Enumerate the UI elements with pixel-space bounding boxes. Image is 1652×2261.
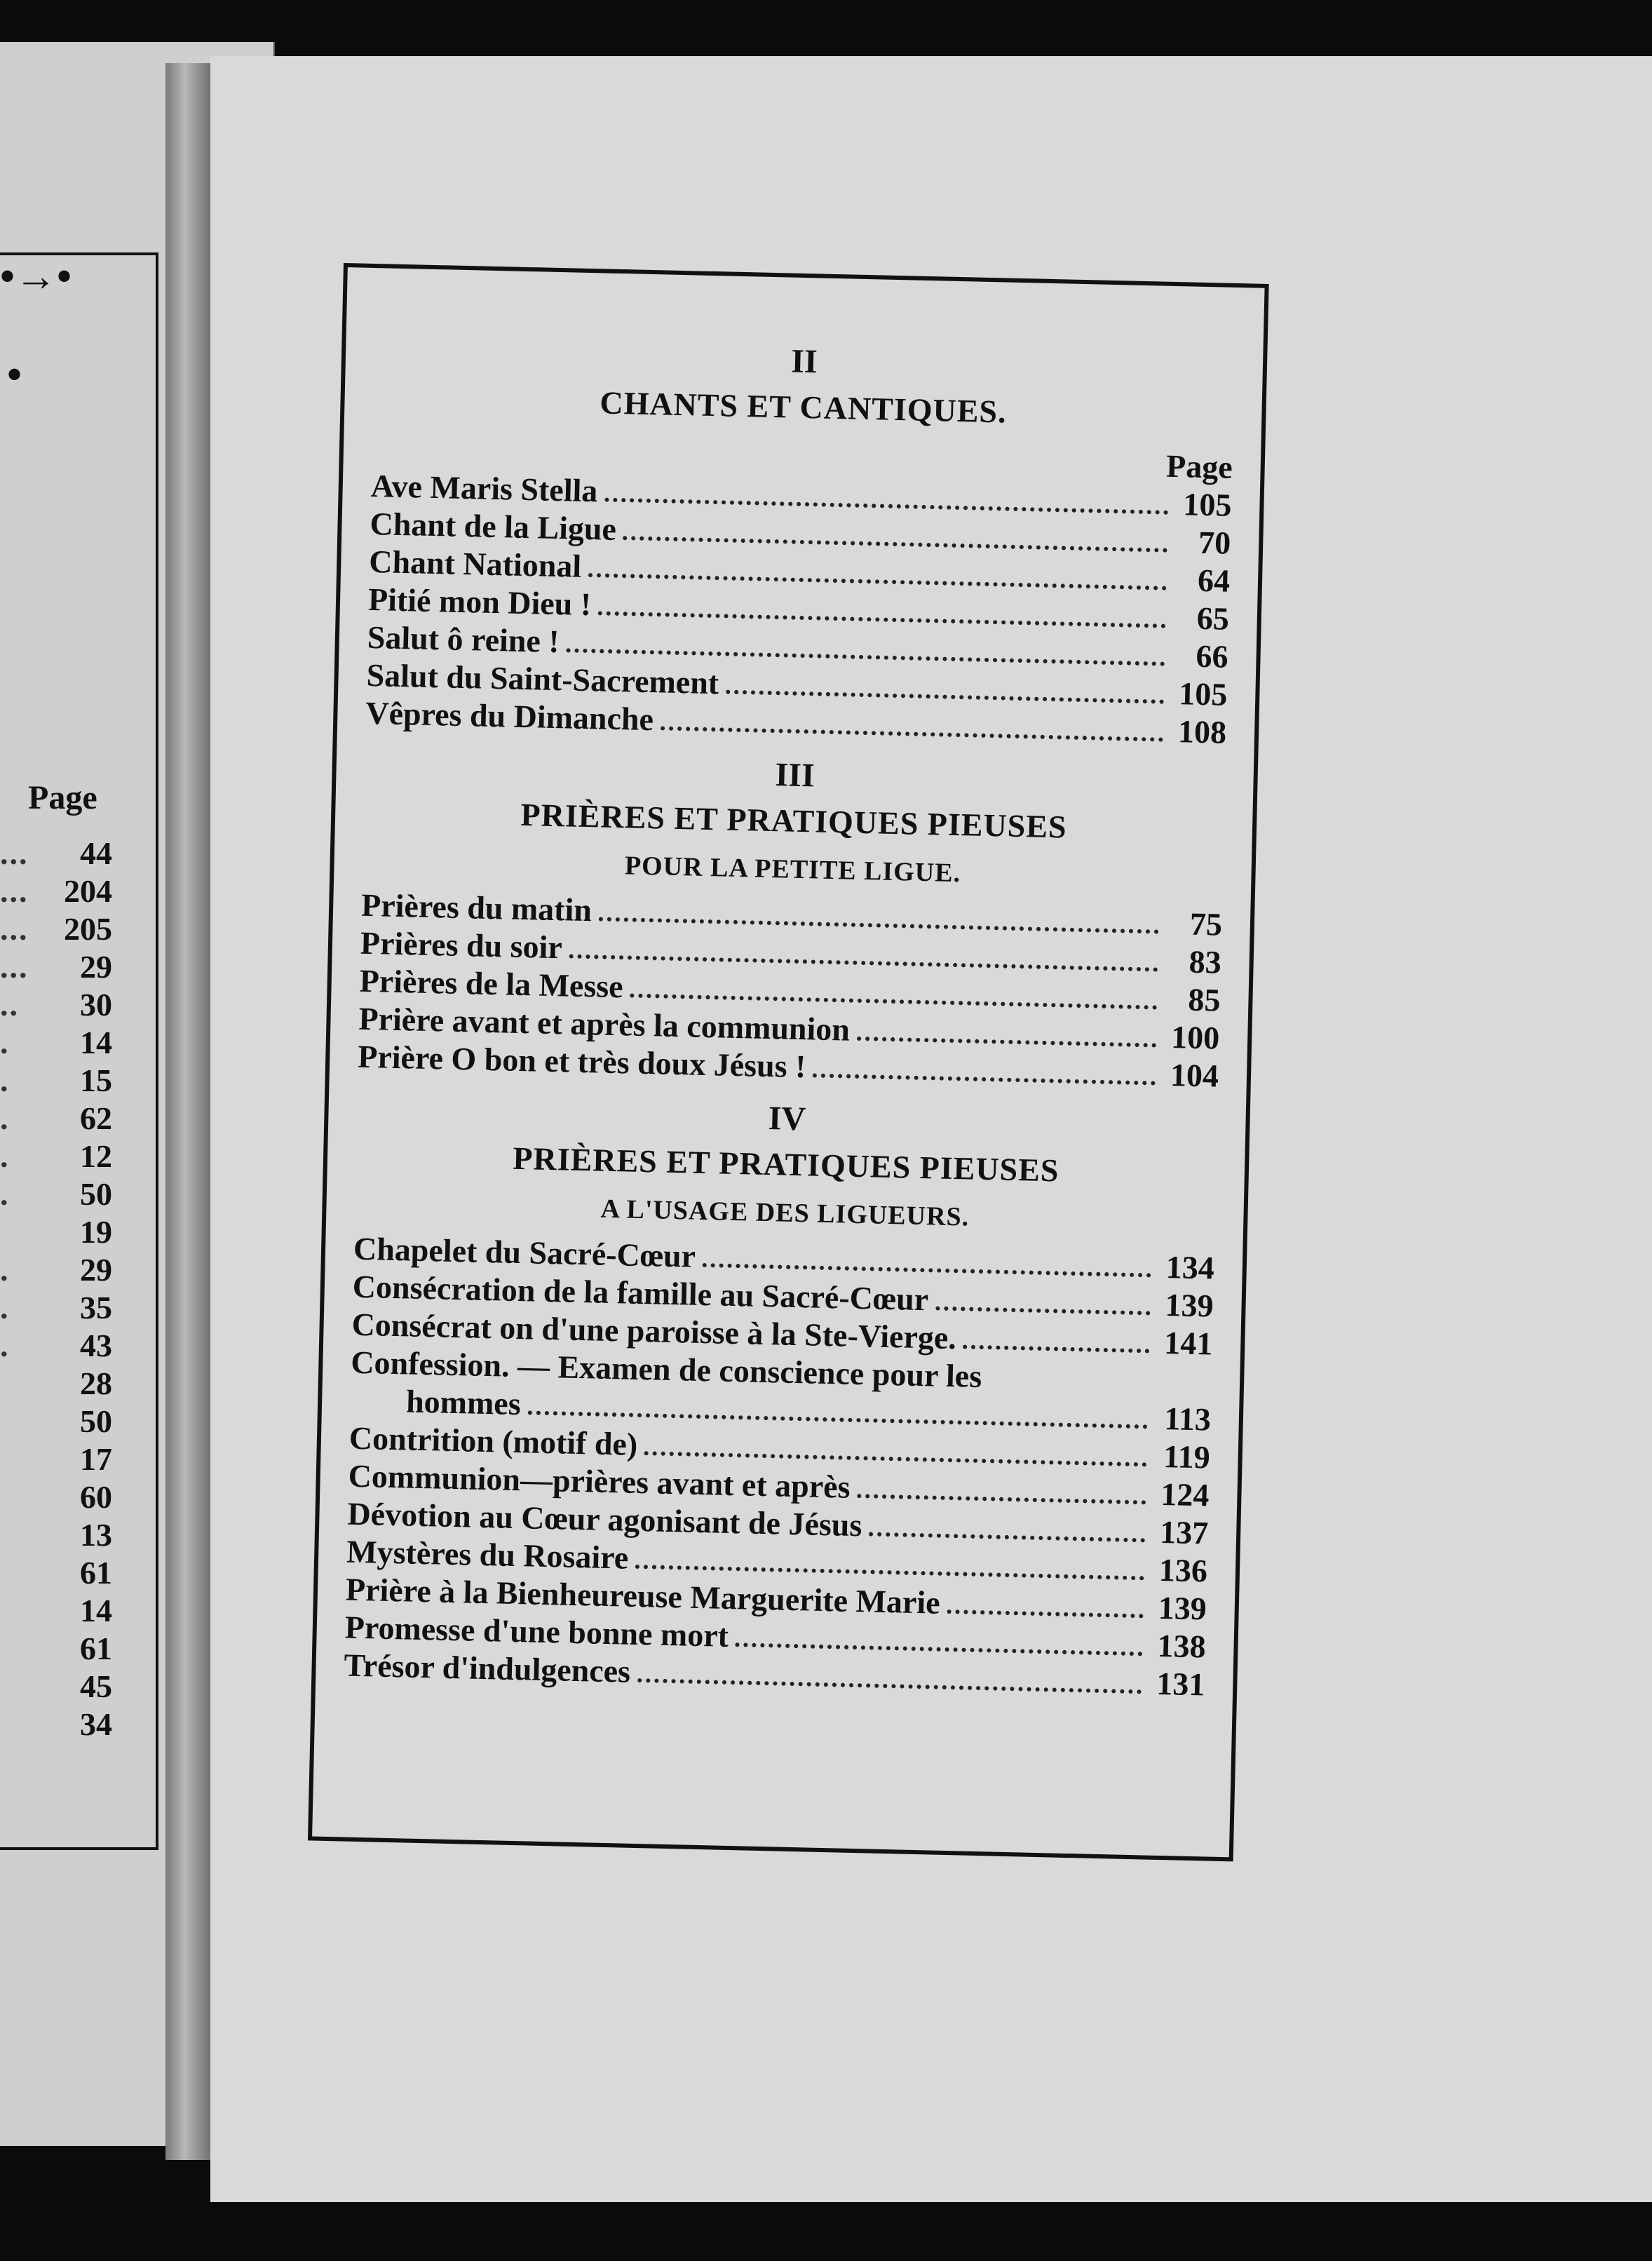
toc-entry: Consécrat on d'une paroisse à la Ste-Vierge. 141 [351,1306,1213,1362]
page-column-label: Page [1165,447,1233,485]
left-page-entry: . 14 [0,1025,112,1060]
toc-entry: Chant National 64 [368,543,1231,599]
left-page-entry: ... 205 [0,911,112,947]
toc-entry: Chapelet du Sacré-Cœur 134 [353,1230,1215,1286]
left-page-entry: . 29 [0,1252,112,1288]
toc-entry: Prières du soir 83 [360,924,1222,980]
section-number: II [790,342,818,381]
left-page-entry: ... 44 [0,835,112,871]
table-of-contents-frame [308,263,1269,1861]
section-heading: PRIÈRES ET PRATIQUES PIEUSES [512,1140,1060,1189]
left-page-entry: 19 [80,1214,112,1250]
toc-entry: Mystères du Rosaire 136 [346,1533,1208,1589]
toc-list [365,467,1232,752]
toc-entry: Prière avant et après la communion 100 [358,1000,1220,1056]
toc-list [358,886,1223,1095]
toc-entry: Prières du matin 75 [360,886,1223,943]
toc-entry: Communion—prières avant et après 124 [348,1457,1210,1513]
left-page-entry: 17 [80,1441,112,1477]
left-page-entry: . 15 [0,1062,112,1098]
toc-entry: Salut ô reine ! 66 [367,619,1229,675]
left-page-entry: . 62 [0,1100,112,1136]
left-page-entry: 28 [80,1365,112,1401]
toc-entry: Salut du Saint-Sacrement 105 [366,656,1228,713]
section-heading: CHANTS ET CANTIQUES. [599,384,1008,430]
left-page-entry: .. 30 [0,987,112,1022]
left-page-entry: 61 [80,1555,112,1591]
toc-entry: Vêpres du Dimanche 108 [365,694,1227,750]
left-page-entry: . 50 [0,1176,112,1212]
left-page-entry: 61 [80,1631,112,1666]
section-number: III [774,756,815,795]
left-page-entry: 45 [80,1668,112,1704]
book-binding [165,63,213,2160]
left-page-entry: . 12 [0,1138,112,1174]
left-page-ornament: •→• [0,253,72,299]
toc-list [344,1230,1214,1704]
left-page-entry: ... 29 [0,949,112,985]
toc-entry: Trésor d'indulgences 131 [344,1647,1205,1703]
left-page-number-list [0,835,112,1743]
left-page-column-label: Page [28,779,97,816]
toc-entry: Prière à la Bienheureuse Marguerite Marie 139 [345,1571,1207,1627]
toc-entry: Prière O bon et très doux Jésus ! 104 [357,1038,1219,1094]
toc-entry: Ave Maris Stella 105 [370,467,1233,523]
toc-entry: Dévotion au Cœur agonisant de Jésus 137 [346,1495,1209,1551]
toc-entry: Contrition (motif de) 119 [348,1419,1211,1476]
left-page-entry: . 35 [0,1290,112,1325]
toc-entry: Consécration de la famille au Sacré-Cœur 139 [352,1268,1214,1324]
left-page-entry: 14 [80,1593,112,1628]
toc-entry: Chant de la Ligue 70 [370,505,1231,561]
toc-entry: hommes 113 [405,1383,1212,1438]
left-page-entry: . 43 [0,1328,112,1363]
section-heading: PRIÈRES ET PRATIQUES PIEUSES [520,796,1068,845]
left-page-entry: ... 204 [0,873,112,909]
toc-entry: Pitié mon Dieu ! 65 [367,581,1230,637]
left-page-entry: 50 [80,1403,112,1439]
section-number: IV [768,1100,806,1138]
toc-entry: Promesse d'une bonne mort 138 [344,1609,1207,1665]
section-subheading: A L'USAGE DES LIGUEURS. [600,1194,970,1232]
toc-entry: Confession. — Examen de conscience pour les [350,1344,982,1395]
toc-entry: Prières de la Messe 85 [359,962,1221,1018]
left-page-entry: 60 [80,1479,112,1515]
section-subheading: POUR LA PETITE LIGUE. [624,851,961,889]
left-page-entry: 13 [80,1517,112,1553]
left-page-bullet: • [7,351,22,398]
left-page-entry: 34 [80,1706,112,1742]
